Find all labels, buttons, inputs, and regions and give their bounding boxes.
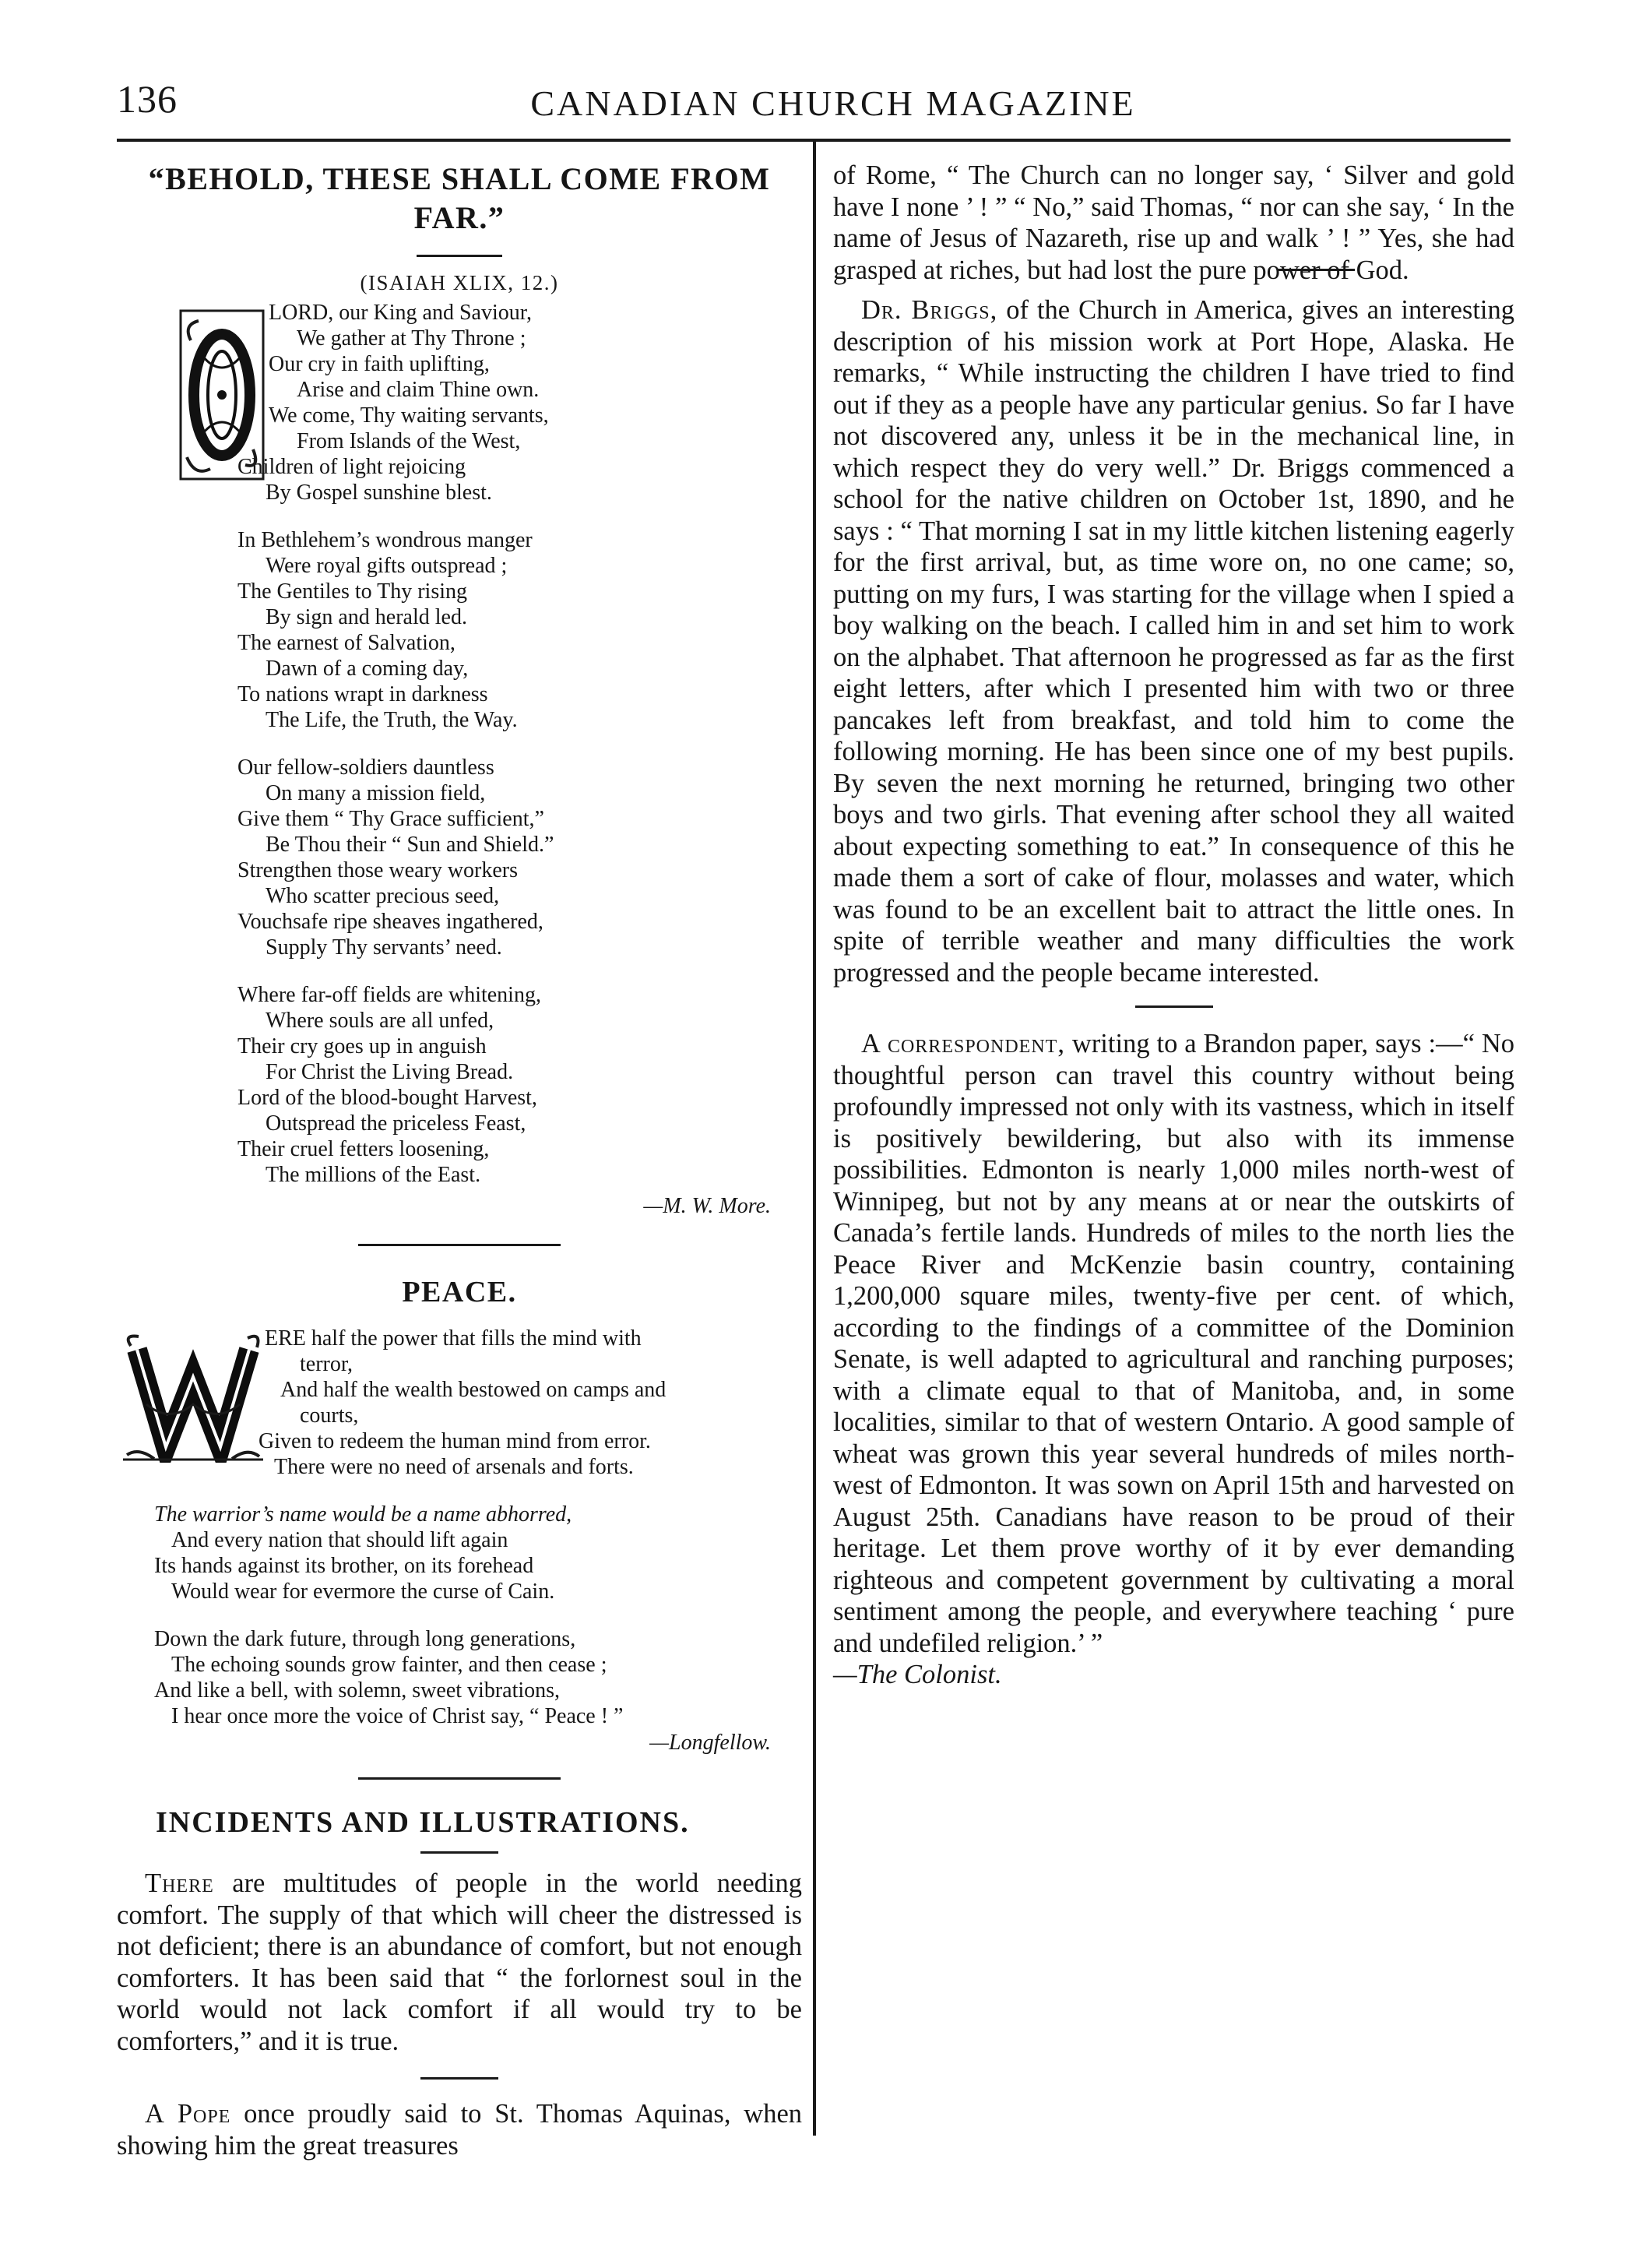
poem-line: By Gospel sunshine blest. [266, 481, 492, 505]
divider [420, 1851, 498, 1854]
poem-line: Its hands against its brother, on its forehead [154, 1554, 534, 1578]
poem-line: The Life, the Truth, the Way. [266, 708, 518, 732]
poem-line: The earnest of Salvation, [237, 631, 455, 655]
right-column [833, 160, 1514, 1691]
poem-line: Strengthen those weary workers [237, 858, 519, 882]
poem-line: And like a bell, with solemn, sweet vibrations, [154, 1678, 561, 1703]
poem-line: Who scatter precious seed, [266, 884, 500, 908]
ornamental-initial-o-icon [179, 309, 265, 481]
poem-line: Vouchsafe ripe sheaves ingathered, [237, 910, 543, 934]
column-divider [813, 142, 816, 2136]
poem-line: Lord of the blood-bought Harvest, [237, 1086, 537, 1110]
poem-line: ERE half the power that fills the mind with [265, 1326, 642, 1351]
poem-line: Children of light rejoicing [237, 455, 466, 479]
poem-line: Dawn of a coming day, [266, 657, 469, 681]
source-attribution: —The Colonist. [833, 1660, 1002, 1689]
paragraph [833, 1028, 1514, 1659]
scripture-citation: (ISAIAH XLIX, 12.) [360, 271, 559, 294]
paragraph [833, 294, 1514, 988]
poem-line: There were no need of arsenals and forts. [274, 1455, 634, 1479]
section-divider [358, 1244, 561, 1246]
ornamental-initial-w-icon [123, 1330, 263, 1463]
poem-line: The Gentiles to Thy rising [237, 579, 467, 604]
paragraph [117, 2098, 802, 2161]
poem-line: From Islands of the West, [297, 429, 521, 453]
poem-line: Our fellow-soldiers dauntless [237, 755, 494, 780]
left-column [117, 160, 802, 2161]
poem-line: Supply Thy servants’ need. [266, 935, 502, 960]
lead-words: A Pope [145, 2099, 231, 2129]
poem-body [117, 1326, 802, 1756]
poem-line: Where souls are all unfed, [266, 1009, 494, 1033]
poem-line: In Bethlehem’s wondrous manger [237, 528, 533, 552]
poem-line: Be Thou their “ Sun and Shield.” [266, 833, 554, 857]
lead-words: A correspondent, [861, 1029, 1065, 1058]
poem-line: courts, [300, 1403, 359, 1428]
poem-line: terror, [300, 1352, 353, 1376]
paragraph-text: of the Church in America, gives an interesting description of his mission work at Port Hope, Alaska. He remarks, “ While instructing the children I have tried to find out if they as a people have any particular genius. So far I have not discovered any, unless it be in the mechanical line, in which respect they do very well.” Dr. Briggs commenced a school for the native children on October 1st, 1890, and he says : “ That morning I sat in my little kitchen listening eagerly for the first arrival, but, as time wore on, no one came; so, putting on my furs, I was starting for the village when I spied a boy walking on the beach. I called him in and set him to work on the alphabet. That afternoon he progressed as far as the first eight letters, after which I presented him with two or three pancakes left from breakfast, and told him to come the following morning. He has been since one of my best pupils. By seven the next morning he returned, bringing two other boys and two girls. That evening after school they all waited about expecting something to eat.” In consequence of this he made them a sort of cake of flour, molasses and water, which was found to be an excellent bait to attract the little ones. In spite of terrible weather and many difficulties the work progressed and the people became interested. [833, 295, 1514, 988]
poem-line: For Christ the Living Bread. [266, 1060, 514, 1084]
lead-words: Dr. Briggs, [861, 295, 998, 325]
poem-line: Down the dark future, through long generations, [154, 1627, 576, 1651]
poem-line: The millions of the East. [266, 1163, 481, 1187]
poem-title: “BEHOLD, THESE SHALL COME FROM FAR.” [148, 161, 771, 235]
section-title: INCIDENTS AND ILLUSTRATIONS. [156, 1806, 690, 1839]
poem-line: We gather at Thy Throne ; [297, 326, 526, 350]
poem-line: By sign and herald led. [266, 605, 467, 629]
poem-line: The echoing sounds grow fainter, and then cease ; [171, 1653, 607, 1677]
poem-line: We come, Thy waiting servants, [269, 403, 549, 428]
poem-line: Arise and claim Thine own. [297, 378, 540, 402]
paragraph [117, 1868, 802, 2057]
poem-attribution: —Longfellow. [649, 1731, 771, 1755]
poem-line: Were royal gifts outspread ; [266, 554, 508, 578]
running-head: CANADIAN CHURCH MAGAZINE [530, 83, 1136, 123]
section-divider [358, 1777, 561, 1780]
poem-line: And half the wealth bestowed on camps and [280, 1378, 667, 1402]
page-number: 136 [117, 77, 178, 121]
poem-line: Give them “ Thy Grace sufficient,” [237, 807, 544, 831]
divider [417, 255, 502, 257]
poem-line: Where far-off fields are whitening, [237, 983, 541, 1007]
divider [420, 2077, 498, 2080]
poem-body [117, 300, 802, 1219]
paragraph: of Rome, “ The Church can no longer say, ‘ Silver and gold have I none ’ ! ” “ No,” said Thomas, “ nor can she say, ‘ In the name of Jesus of Nazareth, rise up and walk ’ ! ” Yes, she had grasped at riches, but had lost the pure power of God. [833, 160, 1514, 285]
poem-line: Outspread the priceless Feast, [266, 1111, 526, 1136]
paragraph-text: are multitudes of people in the world needing comfort. The supply of that which will cheer the distressed is not deficient; there is an abundance of comfort, but not enough comforters. It has been said that “ the forlornest soul in the world would not lack comfort if all would try to be comforters,” and it is true. [117, 1868, 802, 2056]
poem-line: On many a mission field, [266, 781, 486, 805]
poem-line: To nations wrapt in darkness [237, 682, 488, 706]
poem-line: Our cry in faith uplifting, [269, 352, 490, 376]
divider [1135, 1005, 1213, 1008]
poem-line: Would wear for evermore the curse of Cain. [171, 1580, 555, 1604]
poem-line: Given to redeem the human mind from error. [259, 1429, 651, 1453]
poem-title: PEACE. [402, 1276, 517, 1308]
poem-line: The warrior’s name would be a name abhorred, [154, 1502, 572, 1527]
lead-words: There [145, 1868, 214, 1898]
poem-line: LORD, our King and Saviour, [269, 301, 532, 325]
poem-line: Their cry goes up in anguish [237, 1034, 487, 1058]
poem-attribution: —M. W. More. [643, 1194, 771, 1218]
poem-line: And every nation that should lift again [171, 1528, 508, 1552]
paragraph-text: writing to a Brandon paper, says :—“ No thoughtful person can travel this country without being profoundly impressed not only with its vastness, which in itself is positively bewildering, but also with its immense possibilities. Edmonton is nearly 1,000 miles north-west of Winnipeg, but not by any means at or near the outskirts of Canada’s fertile lands. Hundreds of miles to the north lies the Peace River and McKenzie basin country, containing 1,200,000 square miles, twenty-five per cent. of which, according to the findings of a committee of the Dominion Senate, is well adapted to agricultural and ranching purposes; with a climate equal to that of Manitoba, and, in some localities, similar to that of western Ontario. A good sample of wheat was grown this year several hundreds of miles north-west of Edmonton. It was sown on April 15th and harvested on August 25th. Canadians have reason to be proud of their heritage. Let them prove worthy of it by ever demanding righteous and competent government by cultivating a moral sentiment among the people, and everywhere teaching ‘ pure and undefiled religion.’ ” [833, 1029, 1514, 1658]
paragraph-text: once proudly said to St. Thomas Aquinas, when showing him the great treasures [117, 2099, 803, 2161]
poem-line: Their cruel fetters loosening, [237, 1137, 490, 1161]
poem-line: I hear once more the voice of Christ say, “ Peace ! ” [171, 1704, 624, 1728]
